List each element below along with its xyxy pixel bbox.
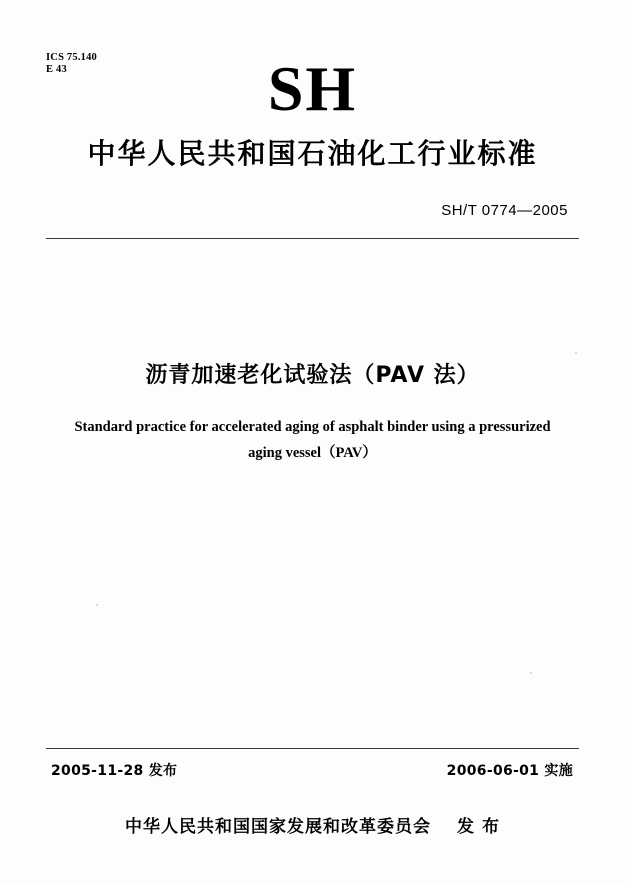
- divider-top: [46, 238, 579, 239]
- scan-speckle: [96, 604, 98, 606]
- title-english-line2: aging vessel（PAV）: [248, 445, 377, 461]
- divider-bottom: [46, 748, 579, 749]
- effective-date: 2006-06-01 实施: [446, 763, 573, 779]
- scan-speckle: [575, 352, 577, 354]
- publisher-name: 中华人民共和国国家发展和改革委员会: [125, 817, 432, 837]
- publisher-line: [0, 812, 625, 837]
- publisher-suffix: 发 布: [457, 817, 500, 837]
- classification-code: E 43: [46, 64, 67, 75]
- document-title-english: [72, 414, 553, 466]
- standard-number: SH/T 0774—2005: [441, 202, 568, 219]
- title-english-line1: Standard practice for accelerated aging of asphalt binder using a pressurized: [74, 419, 551, 435]
- ics-code: ICS 75.140: [46, 52, 98, 63]
- scan-speckle: [530, 672, 532, 674]
- sh-emblem: SH: [267, 53, 358, 124]
- issue-date: 2005-11-28 发布: [51, 763, 178, 779]
- document-title-chinese: 沥青加速老化试验法（PAV 法）: [145, 363, 480, 388]
- standard-header-chinese: 中华人民共和国石油化工行业标准: [87, 137, 538, 170]
